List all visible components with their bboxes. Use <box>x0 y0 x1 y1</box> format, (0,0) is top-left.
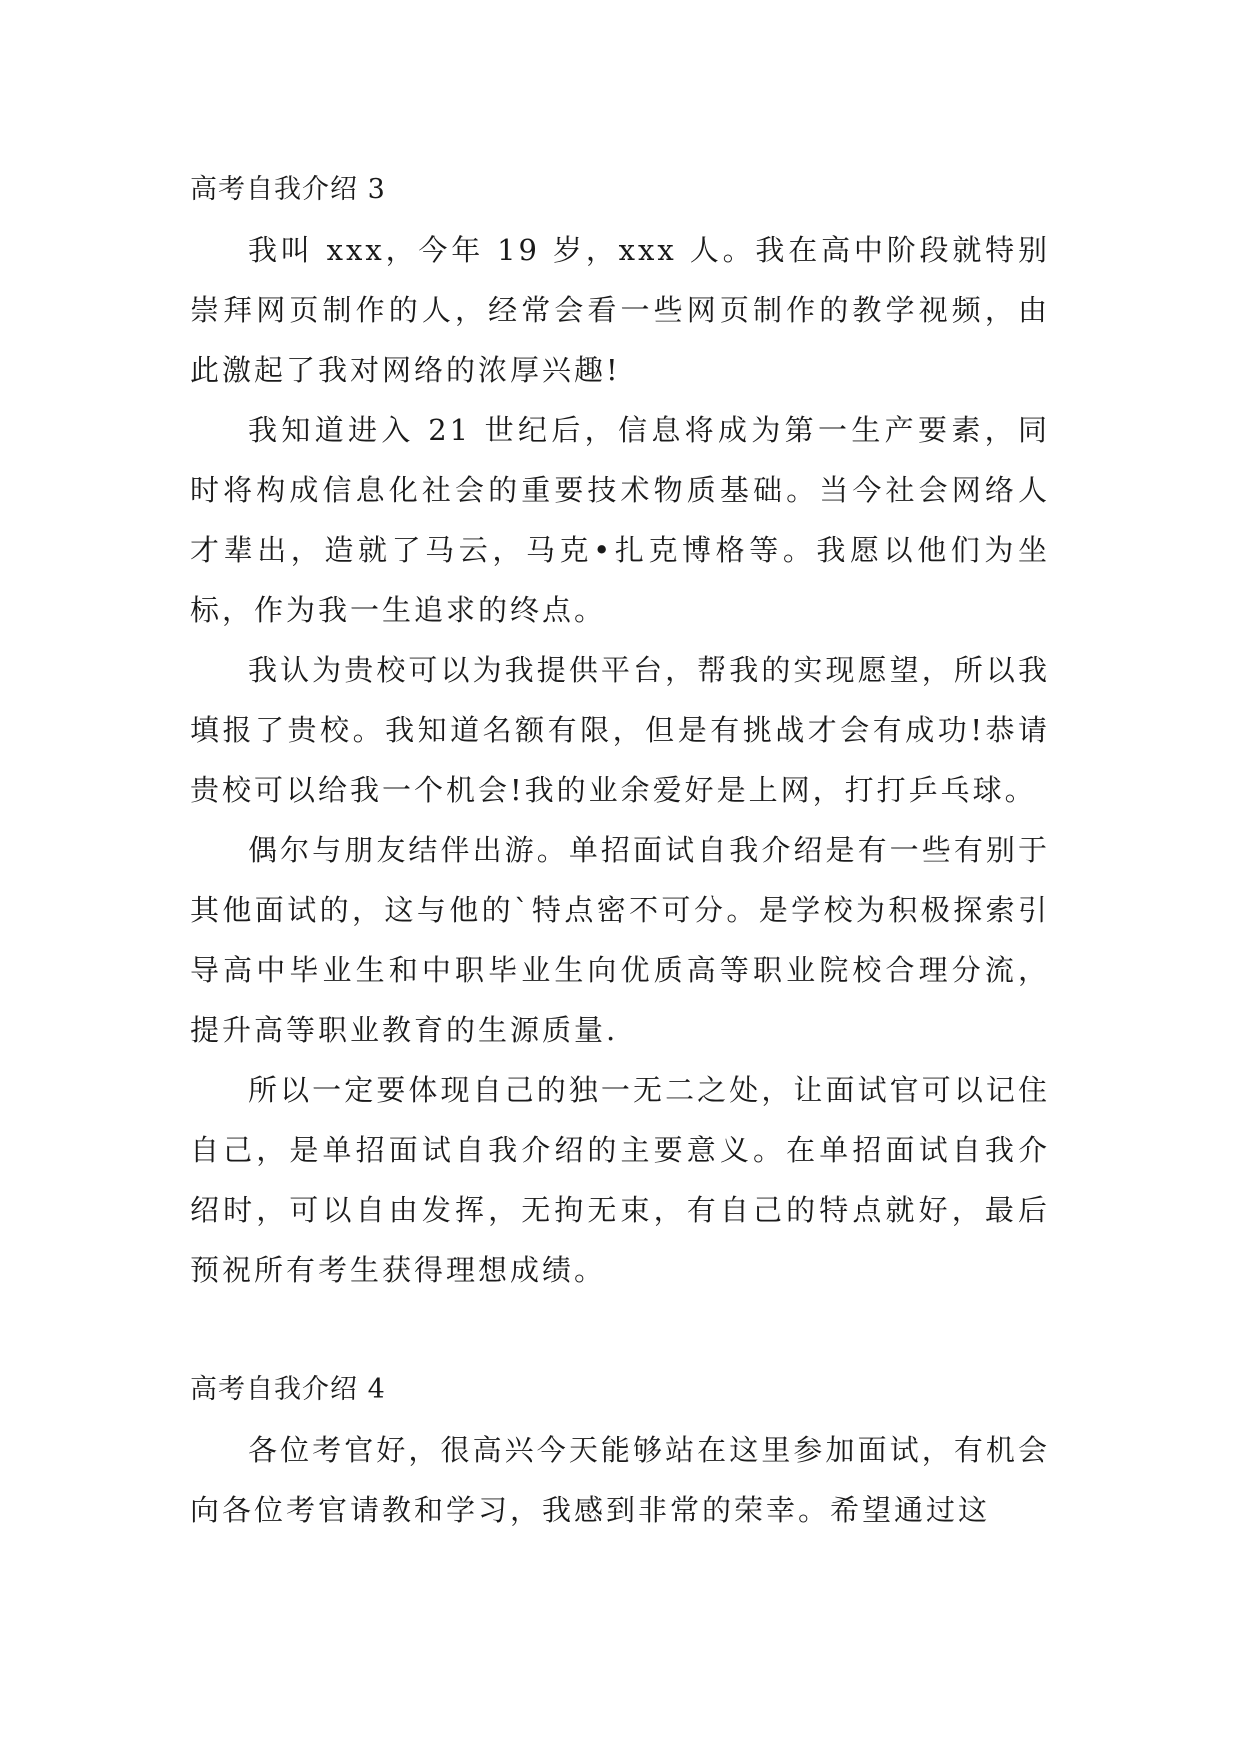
section-spacer <box>190 1300 1050 1360</box>
paragraph: 所以一定要体现自己的独一无二之处，让面试官可以记住自己，是单招面试自我介绍的主要意义。在单招面试自我介绍时，可以自由发挥，无拘无束，有自己的特点就好，最后预祝所有考生获得理想成绩。 <box>190 1073 1050 1287</box>
section-title-4: 高考自我介绍 4 <box>190 1374 386 1405</box>
paragraph: 我叫 xxx，今年 19 岁，xxx 人。我在高中阶段就特别崇拜网页制作的人，经常会看一些网页制作的教学视频，由此激起了我对网络的浓厚兴趣! <box>190 233 1050 387</box>
paragraph: 我认为贵校可以为我提供平台，帮我的实现愿望，所以我填报了贵校。我知道名额有限，但是有挑战才会有成功!恭请贵校可以给我一个机会!我的业余爱好是上网，打打乒乓球。 <box>190 653 1050 807</box>
paragraph: 各位考官好，很高兴今天能够站在这里参加面试，有机会向各位考官请教和学习，我感到非常的荣幸。希望通过这 <box>190 1433 1050 1527</box>
section-title-3: 高考自我介绍 3 <box>190 174 386 205</box>
paragraph: 偶尔与朋友结伴出游。单招面试自我介绍是有一些有别于其他面试的，这与他的`特点密不可分。是学校为积极探索引导高中毕业生和中职毕业生向优质高等职业院校合理分流，提升高等职业教育的生源质量. <box>190 833 1050 1047</box>
document-page <box>190 160 1050 1540</box>
paragraph: 我知道进入 21 世纪后，信息将成为第一生产要素，同时将构成信息化社会的重要技术物质基础。当今社会网络人才辈出，造就了马云，马克•扎克博格等。我愿以他们为坐标，作为我一生追求的终点。 <box>190 413 1050 627</box>
